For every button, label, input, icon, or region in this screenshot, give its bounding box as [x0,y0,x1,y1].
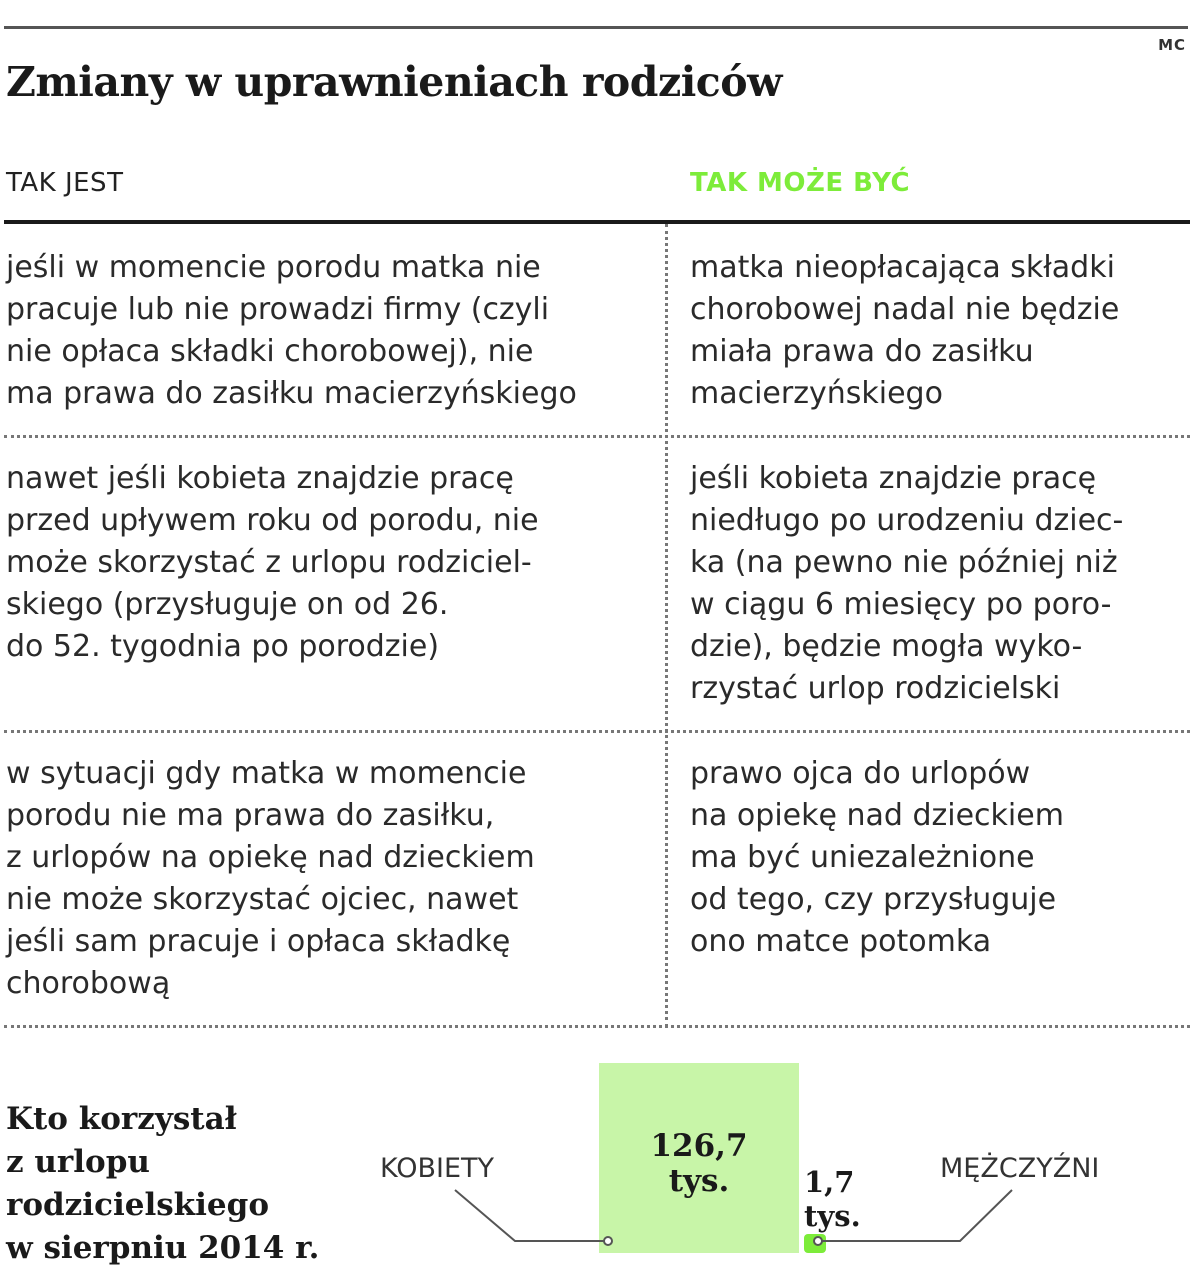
value-women: 126,7 tys. [650,1128,748,1199]
label-men: MĘŻCZYŹNI [940,1153,1100,1184]
row-2-proposed-text: jeśli kobieta znajdzie pracę niedługo po urodzeniu dziec- ka (na pewno nie później niż w ciągu 6 miesięcy po poro- dzie), będzie mogła wyko- rzystać urlop rodzicielski [690,461,1124,706]
row-separator [4,435,1190,438]
row-1-proposed-text: matka nieopłacająca składki chorobowej nadal nie będzie miała prawa do zasiłku macierzyńskiego [690,250,1120,411]
column-header-proposed: TAK MOŻE BYĆ [690,168,911,198]
row-3-current-text: w sytuacji gdy matka w momencie porodu nie ma prawa do zasiłku, z urlopów na opiekę nad dzieckiem nie może skorzystać ojciec, nawet jeśli sam pracuje i opłaca składkę chorobową [6,756,535,1001]
stats-title: Kto korzystał z urlopu rodzicielskiego w sierpniu 2014 r. [6,1101,320,1266]
column-divider [665,224,668,1027]
row-separator [4,1025,1190,1028]
leader-line-women [455,1190,608,1241]
row-3-proposed-text: prawo ojca do urlopów na opiekę nad dzieckiem ma być uniezależnione od tego, czy przysługuje ono matce potomka [690,756,1064,959]
row-1-current-text: jeśli w momencie porodu matka nie pracuje lub nie prowadzi firmy (czyli nie opłaca składki chorobowej), nie ma prawa do zasiłku macierzyńskiego [6,250,577,411]
column-header-current: TAK JEST [6,168,124,198]
header-rule [4,220,1190,224]
author-credit: MC [1158,36,1186,54]
bar-men [804,1234,826,1253]
page-title: Zmiany w uprawnieniach rodziców [6,58,782,106]
row-separator [4,730,1190,733]
label-women: KOBIETY [380,1153,495,1184]
top-rule [4,26,1188,29]
row-2-current-text: nawet jeśli kobieta znajdzie pracę przed upływem roku od porodu, nie może skorzystać z urlopu rodziciel- skiego (przysługuje on od 26. do 52. tygodnia po porodzie) [6,461,539,664]
value-men: 1,7 tys. [804,1165,861,1233]
